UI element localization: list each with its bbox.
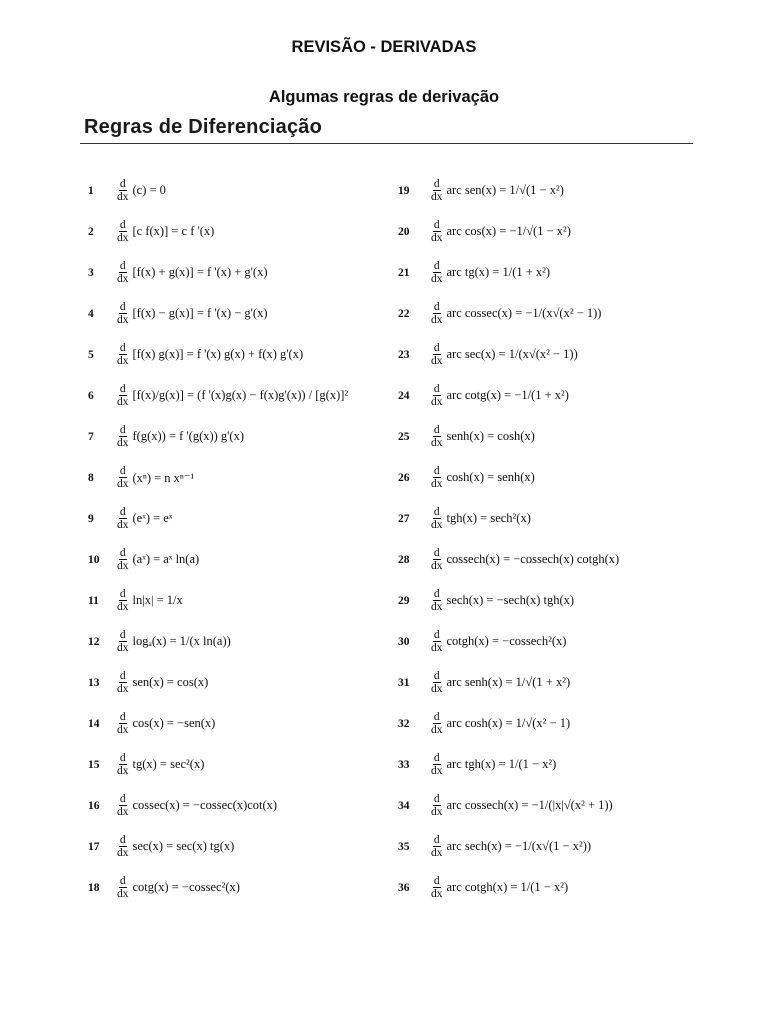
operator-numerator: d xyxy=(433,834,440,846)
derivative-rule xyxy=(398,375,698,416)
derivative-rule xyxy=(398,498,698,539)
operator-denominator: dx xyxy=(117,560,129,572)
operator-numerator: d xyxy=(433,219,440,231)
rule-expression: [f(x) + g(x)] = f '(x) + g'(x) xyxy=(132,265,268,279)
derivative-operator xyxy=(430,424,444,449)
operator-numerator: d xyxy=(119,588,126,600)
derivative-rule xyxy=(88,662,418,703)
rule-expression: (aˣ) = aˣ ln(a) xyxy=(132,552,200,566)
derivative-operator xyxy=(116,424,130,449)
operator-numerator: d xyxy=(119,465,126,477)
derivative-operator xyxy=(430,260,444,285)
derivative-rule xyxy=(88,703,418,744)
rule-number: 5 xyxy=(88,348,94,361)
rule-expression: logₐ(x) = 1/(x ln(a)) xyxy=(132,634,231,648)
rule-number: 35 xyxy=(398,840,410,853)
rules-column-left xyxy=(88,170,418,908)
rule-expression: cossec(x) = −cossec(x)cot(x) xyxy=(132,798,278,812)
rule-expression: arc sech(x) = −1/(x√(1 − x²)) xyxy=(446,839,592,853)
derivative-operator xyxy=(430,752,444,777)
rule-number: 16 xyxy=(88,799,100,812)
rule-number: 29 xyxy=(398,594,410,607)
operator-denominator: dx xyxy=(117,478,129,490)
operator-denominator: dx xyxy=(117,232,129,244)
rule-number: 33 xyxy=(398,758,410,771)
rule-expression: arc cotg(x) = −1/(1 + x²) xyxy=(446,388,569,402)
derivative-operator xyxy=(116,875,130,900)
operator-numerator: d xyxy=(433,260,440,272)
derivative-operator xyxy=(430,629,444,654)
operator-denominator: dx xyxy=(117,888,129,900)
derivative-operator xyxy=(430,219,444,244)
rule-expression: arc sen(x) = 1/√(1 − x²) xyxy=(446,183,564,197)
rule-expression: senh(x) = cosh(x) xyxy=(446,429,535,443)
rule-expression: arc cossec(x) = −1/(x√(x² − 1)) xyxy=(446,306,602,320)
rule-expression: f(g(x)) = f '(g(x)) g'(x) xyxy=(132,429,245,443)
operator-numerator: d xyxy=(119,875,126,887)
rule-expression: [c f(x)] = c f '(x) xyxy=(132,224,215,238)
rule-number: 10 xyxy=(88,553,100,566)
derivative-operator xyxy=(116,629,130,654)
operator-denominator: dx xyxy=(431,888,443,900)
rule-number: 36 xyxy=(398,881,410,894)
operator-numerator: d xyxy=(433,752,440,764)
operator-denominator: dx xyxy=(431,601,443,613)
rule-expression: sec(x) = sec(x) tg(x) xyxy=(132,839,235,853)
rule-expression: (c) = 0 xyxy=(132,183,166,197)
operator-numerator: d xyxy=(433,670,440,682)
rule-expression: arc cossech(x) = −1/(|x|√(x² + 1)) xyxy=(446,798,613,812)
section-heading: Regras de Diferenciação xyxy=(84,116,323,138)
operator-denominator: dx xyxy=(431,683,443,695)
operator-denominator: dx xyxy=(431,314,443,326)
operator-numerator: d xyxy=(119,547,126,559)
rule-number: 23 xyxy=(398,348,410,361)
rule-expression: arc tgh(x) = 1/(1 − x²) xyxy=(446,757,557,771)
operator-numerator: d xyxy=(433,506,440,518)
rule-number: 22 xyxy=(398,307,410,320)
rule-expression: cossech(x) = −cossech(x) cotgh(x) xyxy=(446,552,620,566)
derivative-rule xyxy=(398,785,698,826)
derivative-rule xyxy=(398,416,698,457)
operator-numerator: d xyxy=(119,383,126,395)
operator-numerator: d xyxy=(119,301,126,313)
operator-denominator: dx xyxy=(431,806,443,818)
document-subtitle: Algumas regras de derivação xyxy=(268,88,500,106)
rule-number: 8 xyxy=(88,471,94,484)
derivative-rule xyxy=(88,621,418,662)
rule-expression: arc sec(x) = 1/(x√(x² − 1)) xyxy=(446,347,578,361)
operator-numerator: d xyxy=(119,793,126,805)
derivative-operator xyxy=(116,711,130,736)
derivative-rule xyxy=(88,334,418,375)
rule-number: 21 xyxy=(398,266,410,279)
rule-number: 31 xyxy=(398,676,410,689)
rule-number: 26 xyxy=(398,471,410,484)
derivative-operator xyxy=(116,588,130,613)
operator-denominator: dx xyxy=(431,191,443,203)
operator-denominator: dx xyxy=(431,396,443,408)
rule-expression: arc cosh(x) = 1/√(x² − 1) xyxy=(446,716,571,730)
operator-denominator: dx xyxy=(117,683,129,695)
rule-number: 11 xyxy=(88,594,99,607)
operator-numerator: d xyxy=(119,342,126,354)
derivative-operator xyxy=(116,547,130,572)
rule-expression: [f(x) g(x)] = f '(x) g(x) + f(x) g'(x) xyxy=(132,347,304,361)
operator-denominator: dx xyxy=(431,724,443,736)
derivative-operator xyxy=(430,547,444,572)
derivative-operator xyxy=(116,793,130,818)
derivative-operator xyxy=(116,178,130,203)
operator-denominator: dx xyxy=(431,273,443,285)
operator-numerator: d xyxy=(119,219,126,231)
rule-expression: cotgh(x) = −cossech²(x) xyxy=(446,634,567,648)
derivative-operator xyxy=(430,383,444,408)
derivative-operator xyxy=(430,342,444,367)
rule-expression: tgh(x) = sech²(x) xyxy=(446,511,531,525)
rule-number: 20 xyxy=(398,225,410,238)
rule-number: 14 xyxy=(88,717,100,730)
rule-expression: sech(x) = −sech(x) tgh(x) xyxy=(446,593,575,607)
operator-denominator: dx xyxy=(117,601,129,613)
derivative-rule xyxy=(398,826,698,867)
derivative-rule xyxy=(88,375,418,416)
rule-expression: arc tg(x) = 1/(1 + x²) xyxy=(446,265,551,279)
operator-denominator: dx xyxy=(117,273,129,285)
derivative-rule xyxy=(398,621,698,662)
operator-denominator: dx xyxy=(117,355,129,367)
rule-number: 13 xyxy=(88,676,100,689)
rule-number: 6 xyxy=(88,389,94,402)
operator-denominator: dx xyxy=(431,478,443,490)
derivative-rule xyxy=(88,211,418,252)
derivative-rule xyxy=(398,252,698,293)
derivative-operator xyxy=(116,260,130,285)
rule-number: 7 xyxy=(88,430,94,443)
operator-numerator: d xyxy=(119,178,126,190)
derivative-operator xyxy=(116,465,130,490)
operator-denominator: dx xyxy=(117,519,129,531)
operator-denominator: dx xyxy=(431,642,443,654)
derivative-rule xyxy=(88,416,418,457)
rule-number: 4 xyxy=(88,307,94,320)
rule-number: 30 xyxy=(398,635,410,648)
derivative-rule xyxy=(88,457,418,498)
operator-denominator: dx xyxy=(117,642,129,654)
derivative-operator xyxy=(430,834,444,859)
derivative-rule xyxy=(88,785,418,826)
derivative-rule xyxy=(88,170,418,211)
operator-numerator: d xyxy=(119,670,126,682)
rule-number: 28 xyxy=(398,553,410,566)
derivative-operator xyxy=(116,506,130,531)
rule-expression: arc senh(x) = 1/√(1 + x²) xyxy=(446,675,571,689)
operator-denominator: dx xyxy=(431,560,443,572)
operator-denominator: dx xyxy=(431,519,443,531)
derivative-operator xyxy=(116,219,130,244)
operator-numerator: d xyxy=(433,424,440,436)
operator-denominator: dx xyxy=(431,437,443,449)
derivative-rule xyxy=(398,293,698,334)
derivative-operator xyxy=(430,793,444,818)
derivative-rule xyxy=(88,293,418,334)
derivative-operator xyxy=(430,506,444,531)
rule-expression: cotg(x) = −cossec²(x) xyxy=(132,880,240,894)
rule-number: 32 xyxy=(398,717,410,730)
operator-numerator: d xyxy=(119,424,126,436)
operator-denominator: dx xyxy=(117,765,129,777)
section-divider xyxy=(80,143,693,144)
derivative-rule xyxy=(88,826,418,867)
operator-numerator: d xyxy=(433,629,440,641)
derivative-rule xyxy=(88,539,418,580)
operator-denominator: dx xyxy=(117,396,129,408)
operator-denominator: dx xyxy=(431,847,443,859)
derivative-rule xyxy=(88,867,418,908)
derivative-rule xyxy=(88,744,418,785)
derivative-operator xyxy=(430,588,444,613)
rule-number: 19 xyxy=(398,184,410,197)
rule-expression: [f(x) − g(x)] = f '(x) − g'(x) xyxy=(132,306,268,320)
operator-numerator: d xyxy=(433,875,440,887)
rule-number: 17 xyxy=(88,840,100,853)
operator-denominator: dx xyxy=(117,437,129,449)
operator-numerator: d xyxy=(433,465,440,477)
rule-number: 18 xyxy=(88,881,100,894)
operator-denominator: dx xyxy=(117,847,129,859)
derivative-operator xyxy=(116,670,130,695)
rule-expression: arc cotgh(x) = 1/(1 − x²) xyxy=(446,880,569,894)
derivative-operator xyxy=(430,178,444,203)
derivative-rule xyxy=(398,211,698,252)
operator-denominator: dx xyxy=(117,806,129,818)
rules-column-right xyxy=(398,170,698,908)
rule-expression: arc cos(x) = −1/√(1 − x²) xyxy=(446,224,571,238)
operator-numerator: d xyxy=(119,711,126,723)
operator-numerator: d xyxy=(119,629,126,641)
rule-number: 34 xyxy=(398,799,410,812)
operator-numerator: d xyxy=(433,178,440,190)
operator-numerator: d xyxy=(433,301,440,313)
derivative-operator xyxy=(430,301,444,326)
operator-numerator: d xyxy=(433,383,440,395)
derivative-rule xyxy=(88,252,418,293)
derivative-operator xyxy=(116,383,130,408)
operator-numerator: d xyxy=(119,834,126,846)
derivative-operator xyxy=(430,711,444,736)
derivative-operator xyxy=(116,752,130,777)
rule-number: 9 xyxy=(88,512,94,525)
operator-numerator: d xyxy=(433,711,440,723)
rule-number: 1 xyxy=(88,184,94,197)
document-title: REVISÃO - DERIVADAS xyxy=(291,38,477,56)
rule-expression: cosh(x) = senh(x) xyxy=(446,470,535,484)
operator-denominator: dx xyxy=(117,724,129,736)
operator-denominator: dx xyxy=(117,314,129,326)
rule-expression: sen(x) = cos(x) xyxy=(132,675,209,689)
derivative-rule xyxy=(398,662,698,703)
derivative-operator xyxy=(430,875,444,900)
rule-expression: tg(x) = sec²(x) xyxy=(132,757,205,771)
derivative-operator xyxy=(116,834,130,859)
derivative-operator xyxy=(116,301,130,326)
operator-denominator: dx xyxy=(431,232,443,244)
operator-numerator: d xyxy=(119,506,126,518)
derivative-rule xyxy=(398,744,698,785)
derivative-operator xyxy=(430,465,444,490)
derivative-rule xyxy=(398,867,698,908)
derivative-rule xyxy=(88,498,418,539)
derivative-operator xyxy=(116,342,130,367)
derivative-rule xyxy=(398,457,698,498)
rule-number: 24 xyxy=(398,389,410,402)
operator-denominator: dx xyxy=(431,355,443,367)
rule-number: 2 xyxy=(88,225,94,238)
rule-number: 27 xyxy=(398,512,410,525)
rule-expression: (xⁿ) = n xⁿ⁻¹ xyxy=(132,470,195,485)
operator-denominator: dx xyxy=(117,191,129,203)
rule-number: 3 xyxy=(88,266,94,279)
derivative-rule xyxy=(88,580,418,621)
operator-numerator: d xyxy=(433,588,440,600)
operator-numerator: d xyxy=(119,260,126,272)
derivative-rule xyxy=(398,580,698,621)
rule-number: 15 xyxy=(88,758,100,771)
derivative-rule xyxy=(398,703,698,744)
operator-numerator: d xyxy=(433,547,440,559)
derivative-operator xyxy=(430,670,444,695)
operator-numerator: d xyxy=(433,793,440,805)
derivative-rule xyxy=(398,170,698,211)
rule-expression: cos(x) = −sen(x) xyxy=(132,716,216,730)
operator-denominator: dx xyxy=(431,765,443,777)
derivative-rule xyxy=(398,334,698,375)
operator-numerator: d xyxy=(433,342,440,354)
rule-number: 12 xyxy=(88,635,100,648)
rule-expression: (eˣ) = eˣ xyxy=(132,511,173,525)
rule-expression: ln|x| = 1/x xyxy=(132,593,183,607)
rule-expression: [f(x)/g(x)] = (f '(x)g(x) − f(x)g'(x)) / [g(x)]² xyxy=(132,388,349,402)
operator-numerator: d xyxy=(119,752,126,764)
rule-number: 25 xyxy=(398,430,410,443)
derivative-rule xyxy=(398,539,698,580)
